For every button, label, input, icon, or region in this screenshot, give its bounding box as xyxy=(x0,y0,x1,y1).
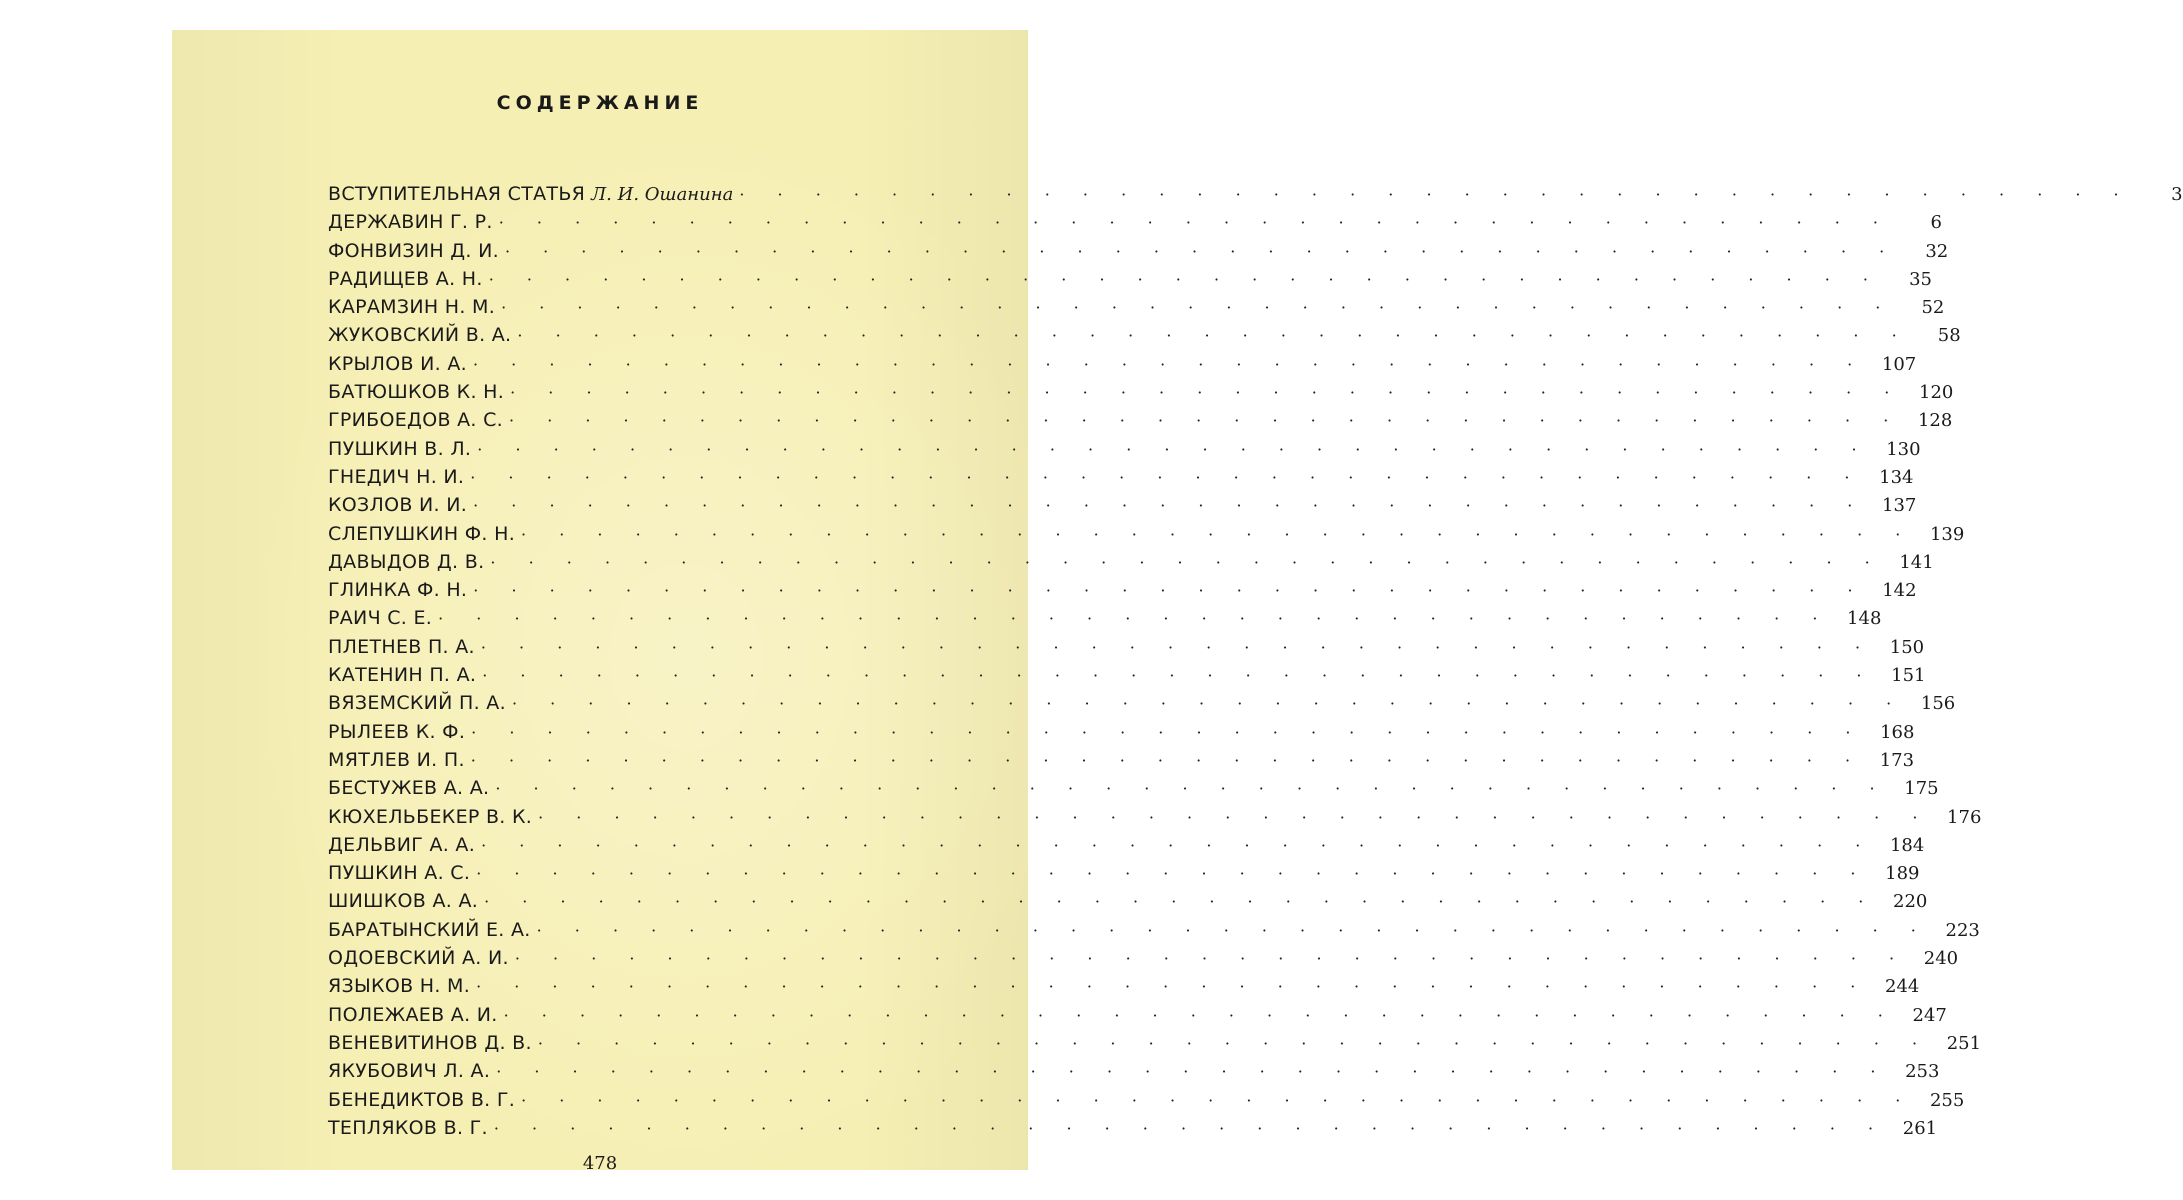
dot-leader: · · · · · · · · · · · · · · · · · · · · · · · · · · · · · · · · · · · · · xyxy=(538,807,1932,827)
dot-leader: · · · · · · · · · · · · · · · · · · · · · · · · · · · · · · · · · · · · · xyxy=(471,722,1865,742)
toc-entry-name: КАРАМЗИН Н. М. xyxy=(328,296,496,319)
book-page xyxy=(172,30,2183,1174)
toc-entry xyxy=(328,491,1917,519)
dot-leader: · · · · · · · · · · · · · · · · · · · · · · · · · · · · · · · · · · · · · xyxy=(503,1005,1897,1025)
dot-leader: · · · · · · · · · · · · · · · · · · · · · · · · · · · · · · · · · · · · · xyxy=(482,666,1876,686)
dot-leader: · · · · · · · · · · · · · · · · · · · · · · · · · · · · · · · · · · · · · xyxy=(496,1062,1890,1082)
toc-entry-name: СЛЕПУШКИН Ф. Н. xyxy=(328,522,516,545)
dot-leader: · · · · · · · · · · · · · · · · · · · · · · · · · · · · · · · · · · · · · xyxy=(490,552,1884,572)
toc-entry-page: 35 xyxy=(1909,268,1932,290)
dot-leader: · · · · · · · · · · · · · · · · · · · · · · · · · · · · · · · · · · · · · xyxy=(521,524,1915,544)
toc-entry xyxy=(328,321,1961,349)
toc-entry xyxy=(328,689,1956,717)
toc-entry xyxy=(328,1114,1938,1142)
dot-leader: · · · · · · · · · · · · · · · · · · · · · · · · · · · · · · · · · · · · · xyxy=(537,1033,1932,1053)
toc-entry xyxy=(328,265,1932,293)
toc-entry xyxy=(328,633,1925,661)
toc-entry-page: 220 xyxy=(1893,891,1928,913)
toc-entry xyxy=(328,208,1942,236)
toc-entry-page: 175 xyxy=(1904,778,1939,800)
toc-entry-name: ДЕРЖАВИН Г. Р. xyxy=(328,211,493,234)
toc-entry-name: РЫЛЕЕВ К. Ф. xyxy=(328,720,466,743)
dot-leader: · · · · · · · · · · · · · · · · · · · · · · · · · · · · · · · · · · · · · xyxy=(739,185,2133,204)
dot-leader: · · · · · · · · · · · · · · · · · · · · · · · · · · · · · · · · · · · · · xyxy=(476,977,1870,997)
toc-entry xyxy=(328,1086,1965,1114)
dot-leader: · · · · · · · · · · · · · · · · · · · · · · · · · · · · · · · · · · · · · xyxy=(481,835,1875,855)
toc-entry-page: 120 xyxy=(1919,382,1954,404)
page-number-footer: 478 xyxy=(582,1153,618,1174)
toc-entry-name: ОДОЕВСКИЙ А. И. xyxy=(328,947,509,970)
dot-leader: · · · · · · · · · · · · · · · · · · · · · · · · · · · · · · · · · · · · · xyxy=(517,326,1911,346)
dot-leader: · · · · · · · · · · · · · · · · · · · · · · · · · · · · · · · · · · · · · xyxy=(493,1118,1888,1138)
toc-entry-page: 255 xyxy=(1929,1089,1965,1111)
page-title: СОДЕРЖАНИЕ xyxy=(496,92,704,114)
toc-entry xyxy=(328,293,1945,321)
dot-leader: · · · · · · · · · · · · · · · · · · · · · · · · · · · · · · · · · · · · · xyxy=(504,241,1899,261)
toc-entry-page: 240 xyxy=(1923,948,1959,970)
toc-entry xyxy=(328,831,1925,859)
toc-entry-name: ЖУКОВСКИЙ В. А. xyxy=(328,324,512,347)
dot-leader: · · · · · · · · · · · · · · · · · · · · · · · · · · · · · · · · · · · · · xyxy=(480,637,1875,657)
toc-entry-page: 32 xyxy=(1925,240,1949,262)
toc-entry-page: 6 xyxy=(1930,212,1942,234)
dot-leader: · · · · · · · · · · · · · · · · · · · · · · · · · · · · · · · · · · · · · xyxy=(470,750,1865,770)
toc-entry xyxy=(328,604,1882,632)
toc-entry xyxy=(328,406,1953,434)
toc-entry-name: ДЕЛЬВИГ А. А. xyxy=(328,833,476,856)
toc-entry-page: 247 xyxy=(1912,1004,1947,1026)
toc-entry-name: ЯЗЫКОВ Н. М. xyxy=(328,975,471,998)
toc-entry-page: 251 xyxy=(1946,1032,1982,1054)
toc-entry-page: 148 xyxy=(1847,608,1882,630)
dot-leader: · · · · · · · · · · · · · · · · · · · · · · · · · · · · · · · · · · · · · xyxy=(488,269,1882,289)
table-of-contents xyxy=(328,180,2183,1142)
toc-entry xyxy=(328,576,1917,604)
toc-entry-name: БАРАТЫНСКИЙ Е. А. xyxy=(328,918,531,941)
toc-entry xyxy=(328,435,1921,463)
toc-entry-name: РАИЧ С. Е. xyxy=(328,607,433,630)
dot-leader: · · · · · · · · · · · · · · · · · · · · · · · · · · · · · · · · · · · · · xyxy=(473,496,1867,516)
toc-entry-name: ПУШКИН А. С. xyxy=(328,862,471,885)
toc-entry-page: 107 xyxy=(1881,353,1917,375)
toc-entry-name: ГЛИНКА Ф. Н. xyxy=(328,579,468,602)
toc-entry-page: 244 xyxy=(1885,976,1920,998)
toc-entry-name: ВСТУПИТЕЛЬНАЯ СТАТЬЯ xyxy=(328,183,586,205)
toc-entry xyxy=(328,972,1920,1000)
toc-entry-page: 58 xyxy=(1937,325,1961,347)
toc-entry-name: ДАВЫДОВ Д. В. xyxy=(328,550,485,573)
toc-entry-name: ВЕНЕВИТИНОВ Д. В. xyxy=(328,1031,532,1054)
toc-entry xyxy=(328,718,1915,746)
toc-entry xyxy=(328,520,1965,548)
toc-entry-page: 168 xyxy=(1880,721,1915,743)
toc-entry-page: 142 xyxy=(1882,580,1917,602)
dot-leader: · · · · · · · · · · · · · · · · · · · · · · · · · · · · · · · · · · · · · xyxy=(477,439,1871,459)
toc-entry xyxy=(328,887,1928,915)
dot-leader: · · · · · · · · · · · · · · · · · · · · · · · · · · · · · · · · · · · · · xyxy=(536,920,1930,940)
toc-entry-page: 223 xyxy=(1945,919,1980,941)
toc-entry-name: БАТЮШКОВ К. Н. xyxy=(328,381,505,404)
toc-entry-name: КОЗЛОВ И. И. xyxy=(328,494,468,517)
toc-entry-name: ПУШКИН В. Л. xyxy=(328,437,472,460)
toc-entry xyxy=(328,548,1934,576)
toc-entry-name: БЕСТУЖЕВ А. А. xyxy=(328,777,490,800)
dot-leader: · · · · · · · · · · · · · · · · · · · · · · · · · · · · · · · · · · · · · xyxy=(521,1090,1915,1110)
toc-entry xyxy=(328,859,1920,887)
toc-entry-page: 150 xyxy=(1889,636,1925,658)
dot-leader: · · · · · · · · · · · · · · · · · · · · · · · · · · · · · · · · · · · · · xyxy=(470,467,1864,487)
toc-entry xyxy=(328,237,1949,265)
toc-entry-page: 141 xyxy=(1899,551,1934,573)
toc-entry-name: МЯТЛЕВ И. П. xyxy=(328,748,465,771)
toc-entry xyxy=(328,350,1917,378)
toc-entry-page: 151 xyxy=(1891,665,1926,687)
toc-entry-name: ФОНВИЗИН Д. И. xyxy=(328,239,499,262)
toc-entry-name: ГНЕДИЧ Н. И. xyxy=(328,465,465,488)
dot-leader: · · · · · · · · · · · · · · · · · · · · · · · · · · · · · · · · · · · · · xyxy=(509,411,1903,431)
toc-entry xyxy=(328,803,1982,831)
toc-entry-page: 3 xyxy=(2171,184,2183,205)
toc-entry-name: РАДИЩЕВ А. Н. xyxy=(328,267,483,290)
toc-entry-page: 52 xyxy=(1921,297,1945,319)
toc-entry xyxy=(328,180,2183,208)
dot-leader: · · · · · · · · · · · · · · · · · · · · · · · · · · · · · · · · · · · · · xyxy=(498,213,1892,233)
toc-entry-name: КАТЕНИН П. А. xyxy=(328,664,477,687)
toc-entry xyxy=(328,661,1926,689)
toc-entry-name: БЕНЕДИКТОВ В. Г. xyxy=(328,1088,516,1111)
toc-entry-name: КРЫЛОВ И. А. xyxy=(328,352,467,375)
dot-leader: · · · · · · · · · · · · · · · · · · · · · · · · · · · · · · · · · · · · · xyxy=(501,298,1895,318)
toc-entry-page: 184 xyxy=(1889,834,1925,856)
toc-entry xyxy=(328,1057,1940,1085)
toc-entry-name: ШИШКОВ А. А. xyxy=(328,890,479,913)
dot-leader: · · · · · · · · · · · · · · · · · · · · · · · · · · · · · · · · · · · · · xyxy=(510,383,1904,403)
toc-entry-page: 176 xyxy=(1947,806,1982,828)
dot-leader: · · · · · · · · · · · · · · · · · · · · · · · · · · · · · · · · · · · · · xyxy=(514,949,1909,969)
toc-entry-name: ГРИБОЕДОВ А. С. xyxy=(328,409,504,432)
dot-leader: · · · · · · · · · · · · · · · · · · · · · · · · · · · · · · · · · · · · · xyxy=(473,581,1867,601)
toc-entry-name: ПОЛЕЖАЕВ А. И. xyxy=(328,1003,498,1026)
toc-entry-page: 137 xyxy=(1882,495,1917,517)
toc-entry-page: 128 xyxy=(1917,410,1953,432)
dot-leader: · · · · · · · · · · · · · · · · · · · · · · · · · · · · · · · · · · · · · xyxy=(472,354,1867,374)
toc-entry-page: 156 xyxy=(1920,693,1956,715)
toc-entry xyxy=(328,774,1939,802)
toc-entry xyxy=(328,1001,1947,1029)
toc-entry-page: 139 xyxy=(1929,523,1965,545)
toc-entry xyxy=(328,916,1980,944)
toc-entry-name: ТЕПЛЯКОВ В. Г. xyxy=(328,1116,488,1139)
toc-entry-page: 130 xyxy=(1886,438,1921,460)
toc-entry-name: ВЯЗЕМСКИЙ П. А. xyxy=(328,692,506,715)
toc-entry-name: ЯКУБОВИЧ Л. А. xyxy=(328,1060,491,1083)
dot-leader: · · · · · · · · · · · · · · · · · · · · · · · · · · · · · · · · · · · · · xyxy=(476,864,1870,884)
dot-leader: · · · · · · · · · · · · · · · · · · · · · · · · · · · · · · · · · · · · · xyxy=(495,779,1889,799)
toc-entry-name: КЮХЕЛЬБЕКЕР В. К. xyxy=(328,805,533,828)
dot-leader: · · · · · · · · · · · · · · · · · · · · · · · · · · · · · · · · · · · · · xyxy=(511,694,1906,714)
dot-leader: · · · · · · · · · · · · · · · · · · · · · · · · · · · · · · · · · · · · · xyxy=(484,892,1878,912)
toc-entry-page: 173 xyxy=(1879,749,1915,771)
toc-entry-page: 253 xyxy=(1905,1061,1940,1083)
toc-entry-author: Л. И. Ошанина xyxy=(591,184,734,205)
toc-entry-name: ПЛЕТНЕВ П. А. xyxy=(328,635,475,658)
toc-entry xyxy=(328,746,1915,774)
toc-entry-page: 134 xyxy=(1879,466,1914,488)
toc-entry-page: 261 xyxy=(1902,1117,1938,1139)
toc-entry xyxy=(328,1029,1982,1057)
toc-entry-page: 189 xyxy=(1885,863,1920,885)
dot-leader: · · · · · · · · · · · · · · · · · · · · · · · · · · · · · · · · · · · · · xyxy=(438,609,1832,629)
toc-entry xyxy=(328,944,1959,972)
toc-entry xyxy=(328,378,1954,406)
toc-entry xyxy=(328,463,1914,491)
